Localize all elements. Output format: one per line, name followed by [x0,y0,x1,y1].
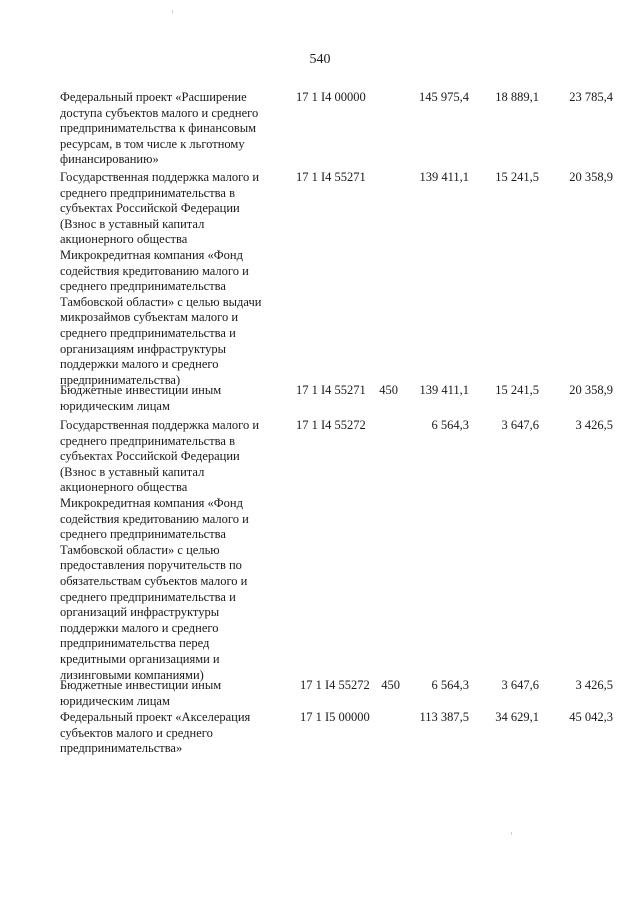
row-code: 17 1 I4 00000 [296,90,366,104]
row-value-2: 18 889,1 [495,90,539,104]
scan-speck [511,832,512,835]
page-number: 540 [309,52,331,67]
row-value-1: 145 975,4 [419,90,469,104]
row-value-1: 113 387,5 [419,710,469,724]
row-value-2: 15 241,5 [495,170,539,184]
row-value-3: 3 426,5 [575,418,613,432]
row-value-2: 34 629,1 [495,710,539,724]
row-description: Бюджетные инвестиции иным юридическим лицам [60,678,222,708]
row-value-3: 3 426,5 [575,678,613,692]
row-code: 17 1 I4 55272 [300,678,370,692]
scan-speck [172,10,173,13]
row-value-2: 3 647,6 [501,418,539,432]
row-value-1: 6 564,3 [431,678,469,692]
row-value-3: 20 358,9 [569,383,613,397]
row-value-1: 6 564,3 [431,418,469,432]
row-value-2: 15 241,5 [495,383,539,397]
row-code: 17 1 I4 55271 [296,170,366,184]
row-description: Бюджетные инвестиции иным юридическим лицам [60,383,222,413]
row-description: Государственная поддержка малого и среднего предпринимательства в субъектах Российской Федерации (Взнос в уставный капитал акционерного общества Микрокредитная компания «Фонд содействия кредитованию малого и среднего предпринимательства Тамбовской области» с целью предоставления поручительств по обязательствам субъектов малого и среднего предпринимательства и организаций инфраструктуры поддержки малого и среднего предпринимательства перед кредитными организациями и лизинговыми компаниями) [60,418,260,682]
row-code: 17 1 I4 55272 [296,418,366,432]
row-value-3: 20 358,9 [569,170,613,184]
row-description: Федеральный проект «Расширение доступа субъектов малого и среднего предпринимательства к финансовым ресурсам, в том числе к льготному финансированию» [60,90,259,167]
row-value-3: 45 042,3 [569,710,613,724]
row-code: 17 1 I5 00000 [300,710,370,724]
row-vr: 450 [379,383,398,397]
row-description: Государственная поддержка малого и среднего предпринимательства в субъектах Российской Федерации (Взнос в уставный капитал акционерного общества Микрокредитная компания «Фонд содействия кредитованию малого и среднего предпринимательства Тамбовской области» с целью выдачи микрозаймов субъектам малого и среднего предпринимательства и организациям инфраструктуры поддержки малого и среднего предпринимательства) [60,170,262,387]
row-value-3: 23 785,4 [569,90,613,104]
row-value-1: 139 411,1 [419,170,469,184]
row-vr: 450 [381,678,400,692]
row-description: Федеральный проект «Акселерация субъектов малого и среднего предпринимательства» [60,710,251,756]
row-value-2: 3 647,6 [501,678,539,692]
row-code: 17 1 I4 55271 [296,383,366,397]
row-value-1: 139 411,1 [419,383,469,397]
